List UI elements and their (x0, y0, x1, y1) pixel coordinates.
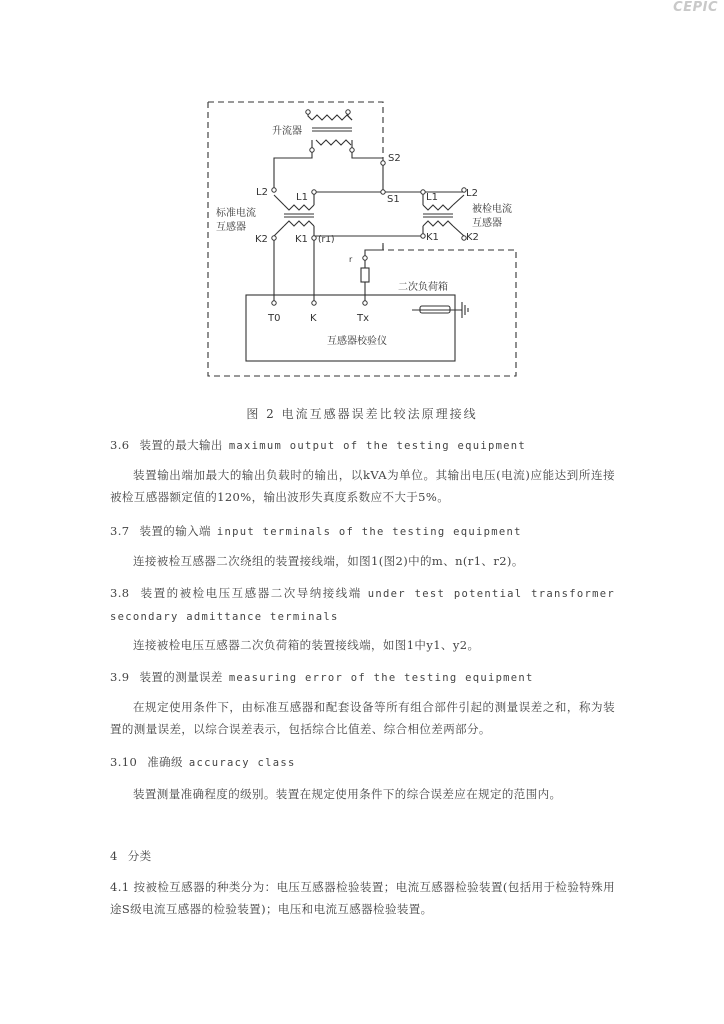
section-heading-3-10: 3.10 准确级 accuracy class (110, 755, 296, 769)
instrument-box (246, 295, 455, 361)
l2-right-label: L2 (466, 188, 478, 199)
section-heading-4: 4 分类 (110, 849, 152, 863)
l1-left-label: L1 (296, 192, 308, 203)
paragraph-3-6: 装置输出端加最大的输出负载时的输出，以kVA为单位。其输出电压(电流)应能达到所连接被检互感器额定值的120%，输出波形失真度系数应不大于5%。 (110, 468, 615, 504)
paragraph-3-9: 在规定使用条件下，由标准互感器和配套设备等所有组合部件引起的测量误差之和，称为装置的测量误差，以综合误差表示，包括综合比值差、综合相位差两部分。 (110, 700, 615, 736)
paragraph-3-10: 装置测量准确程度的级别。装置在规定使用条件下的综合误差应在规定的范围内。 (133, 787, 562, 801)
booster-label: 升流器 (272, 126, 302, 137)
t0-label: T0 (268, 313, 281, 324)
s1-label: S1 (387, 194, 400, 205)
figure-caption: 图 2 电流互感器误差比较法原理接线 (246, 407, 478, 421)
section-heading-3-7: 3.7 装置的输入端 input terminals of the testing equipment (110, 524, 522, 538)
k2-right-label: K2 (466, 232, 479, 243)
paragraph-4-1: 4.1 按被检互感器的种类分为：电压互感器检验装置；电流互感器检验装置(包括用于检验特殊用途S级电流互感器的检验装置)；电压和电流互感器检验装置。 (110, 880, 615, 916)
section-heading-3-8: 3.8 装置的被检电压互感器二次导纳接线端 under test potential transformer secondary admittance terminals (110, 586, 615, 623)
watermark-logo: CEPIC (673, 0, 718, 15)
l2-left-label: L2 (256, 187, 268, 198)
std-ct-label-1: 标准电流 (216, 208, 256, 219)
wiring-diagram (0, 0, 724, 400)
k2-left-label: K2 (255, 234, 268, 245)
instrument-label: 互感器校验仪 (327, 336, 387, 347)
k1-left-label: K1 (295, 234, 308, 245)
section-heading-3-6: 3.6 装置的最大输出 maximum output of the testing equipment (110, 438, 527, 452)
paragraph-3-7: 连接被检互感器二次绕组的装置接线端，如图1(图2)中的m、n(r1、r2)。 (133, 554, 524, 568)
burden-box-label: 二次负荷箱 (398, 282, 448, 293)
k1-right-label: K1 (426, 232, 439, 243)
tx-label: Tx (357, 313, 370, 324)
test-ct-label-2: 互感器 (472, 218, 502, 229)
r1-label: (r1) (318, 235, 335, 245)
s2-label: S2 (388, 153, 401, 164)
paragraph-3-8: 连接被检电压互感器二次负荷箱的装置接线端，如图1中y1、y2。 (133, 638, 480, 652)
rl-label: r (349, 255, 353, 264)
section-heading-3-9: 3.9 装置的测量误差 measuring error of the testing equipment (110, 670, 534, 684)
l1-right-label: L1 (426, 192, 438, 203)
std-ct-label-2: 互感器 (216, 222, 246, 233)
test-ct-label-1: 被检电流 (472, 204, 512, 215)
k-label: K (310, 313, 317, 324)
